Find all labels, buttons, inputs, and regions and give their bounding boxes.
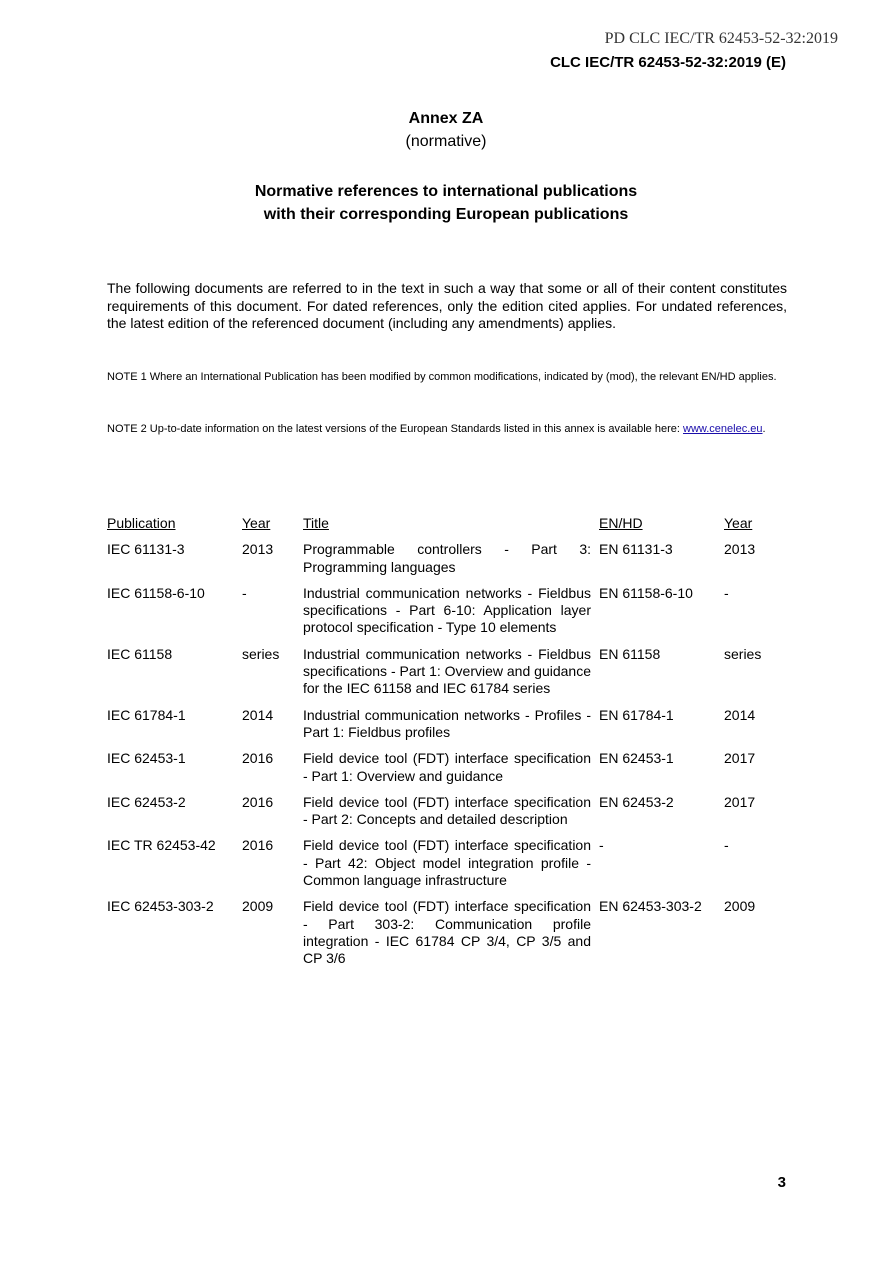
cell-publication: IEC TR 62453-42 [107, 837, 216, 854]
header-publication-id: PD CLC IEC/TR 62453-52-32:2019 [604, 30, 838, 47]
cell-title: Industrial communication networks - Profiles - Part 1: Fieldbus profiles [303, 706, 591, 740]
cell-year: 2016 [242, 750, 274, 767]
note-2 [107, 421, 787, 438]
cell-title: Industrial communication networks - Fieldbus specifications - Part 6-10: Application layer protocol specification - Type 10 elements [303, 584, 591, 636]
table-row [107, 898, 794, 976]
cell-year: 2014 [242, 706, 274, 723]
cell-en-hd: EN 62453-303-2 [599, 898, 702, 915]
cell-en-year: 2013 [724, 541, 756, 558]
cell-title: Industrial communication networks - Fieldbus specifications - Part 1: Overview and guidance for the IEC 61158 and IEC 61784 series [303, 645, 591, 697]
annex-title-line2: with their corresponding European publications [263, 206, 629, 223]
cell-year: 2016 [242, 793, 274, 810]
cell-publication: IEC 61158 [107, 645, 173, 662]
cell-en-year: - [724, 837, 729, 854]
cell-publication: IEC 61784-1 [107, 706, 186, 723]
cell-publication: IEC 62453-303-2 [107, 898, 214, 915]
cell-year: 2016 [242, 837, 274, 854]
annex-title [0, 180, 892, 226]
cell-title: Programmable controllers - Part 3: Programming languages [303, 541, 591, 575]
intro-paragraph: The following documents are referred to in the text in such a way that some or all of their content constitutes requirements of this document. For dated references, only the edition cited applies. For undated references, the latest edition of the referenced document (including any amendments) applies. [107, 280, 787, 331]
table-header-row [107, 515, 794, 541]
cell-title: Field device tool (FDT) interface specification - Part 303-2: Communication profile integration - IEC 61784 CP 3/4, CP 3/5 and CP 3/6 [303, 898, 591, 967]
annex-label: Annex ZA [408, 110, 484, 127]
cell-publication: IEC 62453-2 [107, 793, 186, 810]
cell-en-year: 2014 [724, 706, 756, 723]
cell-en-year: 2017 [724, 793, 756, 810]
cell-year: 2013 [242, 541, 274, 558]
header-year: Year [242, 515, 271, 531]
cell-year: - [242, 584, 247, 601]
cell-year: 2009 [242, 898, 274, 915]
cell-title: Field device tool (FDT) interface specification - Part 1: Overview and guidance [303, 750, 591, 784]
header-standard-id: CLC IEC/TR 62453-52-32:2019 (E) [550, 54, 786, 71]
note-1: NOTE 1 Where an International Publication has been modified by common modifications, indicated by (mod), the relevant EN/HD applies. [107, 371, 777, 383]
cell-en-year: - [724, 584, 729, 601]
table-row [107, 837, 794, 898]
cell-year: series [242, 645, 280, 662]
cell-en-hd: EN 62453-1 [599, 750, 674, 767]
table-row [107, 541, 794, 585]
table-row [107, 750, 794, 794]
cell-en-hd: - [599, 837, 604, 854]
cell-en-hd: EN 61131-3 [599, 541, 673, 558]
table-row [107, 707, 794, 751]
header-en-year: Year [724, 515, 753, 531]
cell-publication: IEC 62453-1 [107, 750, 186, 767]
cell-title: Field device tool (FDT) interface specification - Part 42: Object model integration profile - Common language infrastructure [303, 837, 591, 889]
cell-en-hd: EN 61158 [599, 645, 661, 662]
cell-en-year: 2017 [724, 750, 756, 767]
cell-publication: IEC 61158-6-10 [107, 584, 205, 601]
cell-en-hd: EN 61158-6-10 [599, 584, 693, 601]
cell-publication: IEC 61131-3 [107, 541, 185, 558]
note-2-text: NOTE 2 Up-to-date information on the latest versions of the European Standards listed in this annex is available here: [107, 423, 683, 435]
cell-en-hd: EN 62453-2 [599, 793, 674, 810]
table-row [107, 585, 794, 646]
annex-title-line1: Normative references to international publications [254, 183, 638, 200]
annex-type: (normative) [405, 133, 487, 150]
table-row [107, 794, 794, 838]
header-title: Title [303, 515, 329, 531]
header-en-hd: EN/HD [599, 515, 643, 531]
header-publication: Publication [107, 515, 176, 531]
page-number: 3 [777, 1174, 786, 1191]
note-2-end: . [762, 423, 766, 435]
cenelec-link[interactable]: www.cenelec.eu [683, 423, 763, 435]
table-row [107, 646, 794, 707]
cell-en-hd: EN 61784-1 [599, 706, 674, 723]
cell-title: Field device tool (FDT) interface specification - Part 2: Concepts and detailed description [303, 793, 591, 828]
references-table [107, 515, 794, 977]
cell-en-year: series [724, 645, 762, 662]
cell-en-year: 2009 [724, 898, 756, 915]
